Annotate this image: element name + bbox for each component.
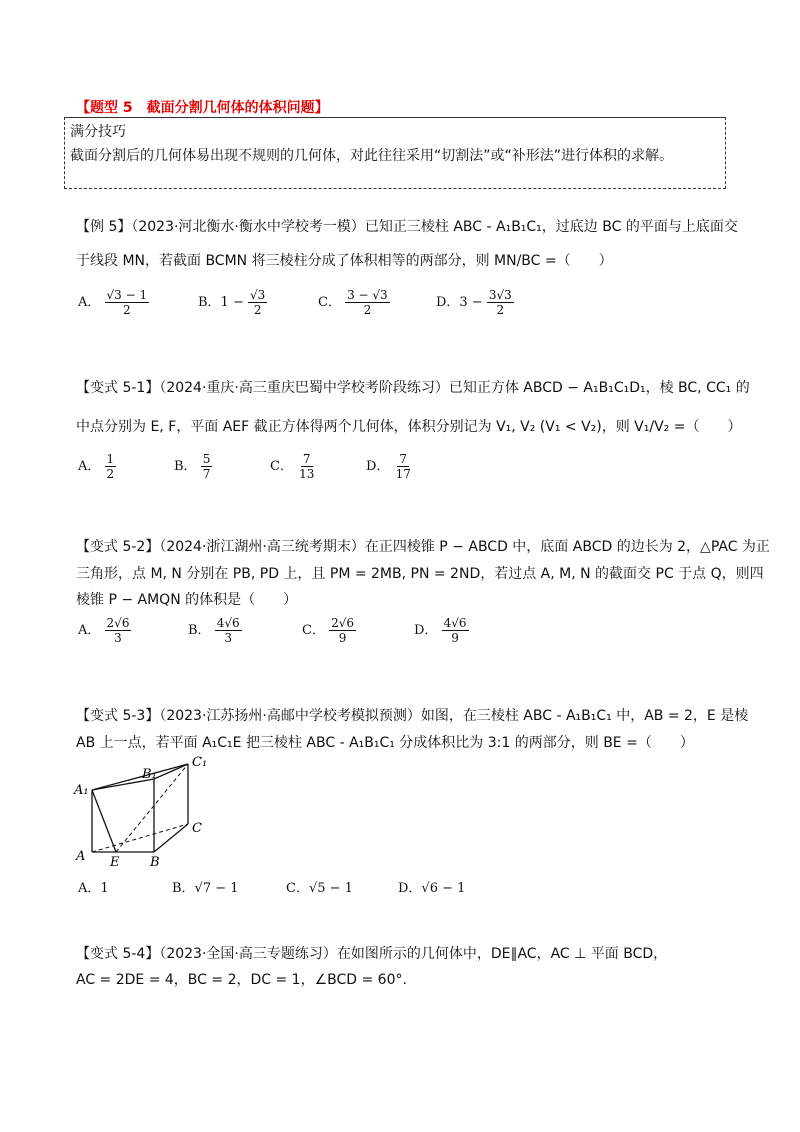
v51-option-a[interactable]: A． $\frac{1}{2}$	[78, 452, 115, 481]
label-c: C	[192, 821, 202, 836]
label-c1: C₁	[192, 755, 208, 770]
example5-line1: 【例 5】（2023·河北衡水·衡水中学校考一模）已知正三棱柱 ABC - A₁B₁C₁，过底边 BC 的平面与上底面交	[76, 219, 738, 235]
v52-line3: 棱锥 P − AMQN 的体积是（ ）	[76, 592, 298, 608]
v53-line2: AB 上一点，若平面 A₁C₁E 把三棱柱 ABC - A₁B₁C₁ 分成体积比为 3:1 的两部分，则 BE =（ ）	[76, 735, 694, 751]
tip-body: 截面分割后的几何体易出现不规则的几何体，对此往往采用“切割法”或“补形法”进行体积的求解。	[70, 148, 674, 164]
label-a: A	[76, 849, 86, 864]
v53-option-a[interactable]: A．1	[78, 881, 109, 896]
v51-option-d[interactable]: D． $\frac{7}{17}$	[366, 452, 411, 481]
prism-figure	[70, 752, 220, 872]
v52-option-c[interactable]: C． $\frac{2√6}{9}$	[302, 616, 355, 645]
v51-line2: 中点分别为 E, F，平面 AEF 截正方体得两个几何体，体积分别记为 V₁, V₂ (V₁ < V₂)，则 V₁/V₂ =（ ）	[76, 419, 742, 435]
v54-line1: 【变式 5-4】（2023·全国·高三专题练习）在如图所示的几何体中，DE∥AC，AC ⊥ 平面 BCD，	[76, 946, 668, 962]
v53-option-c[interactable]: C．√5 − 1	[286, 881, 353, 896]
tip-heading: 满分技巧	[70, 124, 126, 140]
v52-line1: 【变式 5-2】（2024·浙江湖州·高三统考期末）在正四棱锥 P − ABCD 中，底面 ABCD 的边长为 2，△PAC 为正	[76, 539, 770, 555]
example5-line2: 于线段 MN，若截面 BCMN 将三棱柱分成了体积相等的两部分，则 MN/BC =（ ）	[76, 253, 613, 269]
v53-line1: 【变式 5-3】（2023·江苏扬州·高邮中学校考模拟预测）如图，在三棱柱 ABC - A₁B₁C₁ 中，AB = 2，E 是棱	[76, 708, 749, 724]
label-b: B	[150, 855, 160, 870]
example5-option-b[interactable]: B．1 − $\frac{√3}{2}$	[198, 288, 266, 317]
label-a1: A₁	[74, 783, 89, 798]
v52-line2: 三角形，点 M, N 分别在 PB, PD 上，且 PM = 2MB, PN = 2ND，若过点 A, M, N 的截面交 PC 于点 Q，则四	[76, 566, 764, 582]
v53-option-d[interactable]: D．√6 − 1	[398, 881, 466, 896]
example5-option-d[interactable]: D．3 − $\frac{3√3}{2}$	[436, 288, 512, 317]
v51-option-b[interactable]: B． $\frac{5}{7}$	[174, 452, 211, 481]
v54-line2: AC = 2DE = 4，BC = 2，DC = 1，∠BCD = 60°.	[76, 972, 407, 988]
section-title: 【题型 5 截面分割几何体的体积问题】	[76, 100, 329, 116]
v53-option-b[interactable]: B．√7 − 1	[172, 881, 239, 896]
v52-option-a[interactable]: A． $\frac{2√6}{3}$	[78, 616, 130, 645]
label-e: E	[110, 855, 120, 870]
v52-option-d[interactable]: D． $\frac{4√6}{9}$	[414, 616, 467, 645]
v51-option-c[interactable]: C． $\frac{7}{13}$	[270, 452, 315, 481]
edge-b-c	[154, 824, 188, 852]
v51-line1: 【变式 5-1】（2024·重庆·高三重庆巴蜀中学校考阶段练习）已知正方体 ABCD − A₁B₁C₁D₁，棱 BC, CC₁ 的	[76, 380, 750, 396]
v52-option-b[interactable]: B． $\frac{4√6}{3}$	[188, 616, 240, 645]
edge-a1-c1	[92, 764, 188, 790]
edge-a1-e	[92, 790, 116, 852]
label-b1: B₁	[142, 767, 157, 782]
example5-option-c[interactable]: C． $\frac{3 - √3}{2}$	[318, 288, 388, 317]
example5-option-a[interactable]: A． $\frac{√3 - 1}{2}$	[78, 288, 148, 317]
